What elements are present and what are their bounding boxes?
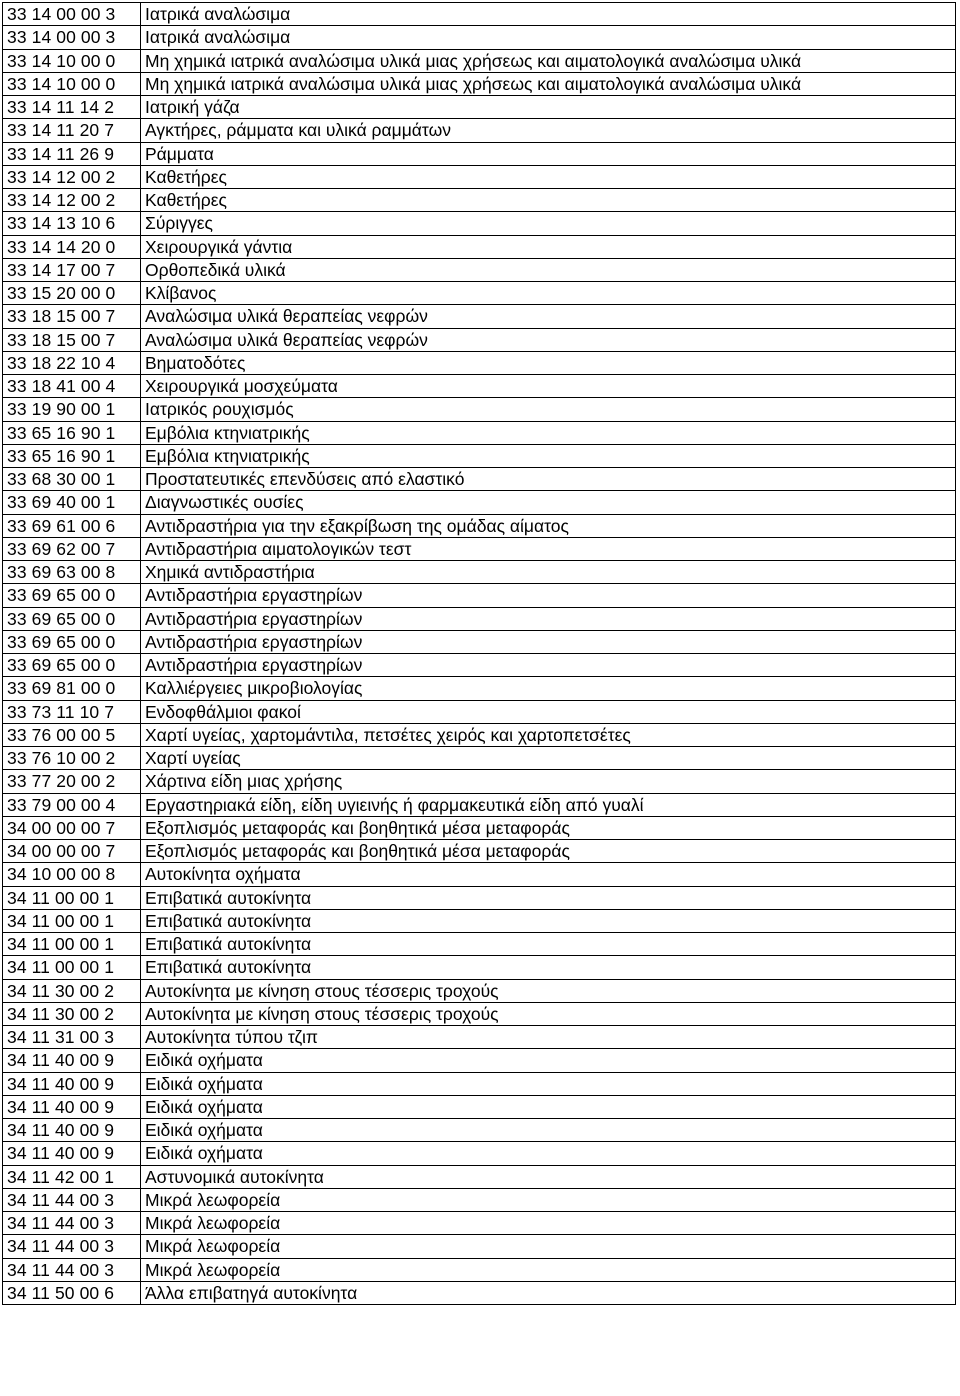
cpv-code-cell: 33 69 63 00 8	[3, 561, 141, 584]
description-cell: Προστατευτικές επενδύσεις από ελαστικό	[141, 468, 956, 491]
description-cell: Αναλώσιμα υλικά θεραπείας νεφρών	[141, 305, 956, 328]
description-cell: Μικρά λεωφορεία	[141, 1235, 956, 1258]
description-cell: Αναλώσιμα υλικά θεραπείας νεφρών	[141, 328, 956, 351]
cpv-code-cell: 34 11 40 00 9	[3, 1142, 141, 1165]
cpv-code-cell: 33 14 11 20 7	[3, 119, 141, 142]
description-cell: Επιβατικά αυτοκίνητα	[141, 909, 956, 932]
description-cell: Αυτοκίνητα τύπου τζιπ	[141, 1026, 956, 1049]
cpv-code-cell: 34 11 00 00 1	[3, 886, 141, 909]
description-cell: Αυτοκίνητα με κίνηση στους τέσσερις τροχούς	[141, 979, 956, 1002]
table-row	[3, 96, 956, 119]
description-cell: Καλλιέργειες μικροβιολογίας	[141, 677, 956, 700]
description-cell: Ειδικά οχήματα	[141, 1119, 956, 1142]
table-row	[3, 584, 956, 607]
cpv-code-cell: 34 11 00 00 1	[3, 933, 141, 956]
description-cell: Μικρά λεωφορεία	[141, 1188, 956, 1211]
table-row	[3, 1095, 956, 1118]
cpv-code-cell: 33 69 65 00 0	[3, 654, 141, 677]
description-cell: Ιατρική γάζα	[141, 96, 956, 119]
cpv-code-cell: 34 11 40 00 9	[3, 1072, 141, 1095]
cpv-code-cell: 34 11 40 00 9	[3, 1049, 141, 1072]
description-cell: Χημικά αντιδραστήρια	[141, 561, 956, 584]
description-cell: Ράμματα	[141, 142, 956, 165]
description-cell: Ειδικά οχήματα	[141, 1072, 956, 1095]
table-row	[3, 1142, 956, 1165]
description-cell: Αγκτήρες, ράμματα και υλικά ραμμάτων	[141, 119, 956, 142]
table-row	[3, 747, 956, 770]
table-row	[3, 654, 956, 677]
description-cell: Ειδικά οχήματα	[141, 1142, 956, 1165]
cpv-code-cell: 33 69 61 00 6	[3, 514, 141, 537]
table-row	[3, 212, 956, 235]
cpv-code-cell: 33 73 11 10 7	[3, 700, 141, 723]
cpv-code-cell: 33 69 65 00 0	[3, 607, 141, 630]
cpv-code-cell: 33 14 00 00 3	[3, 3, 141, 26]
description-cell: Χαρτί υγείας	[141, 747, 956, 770]
description-cell: Εμβόλια κτηνιατρικής	[141, 421, 956, 444]
cpv-code-cell: 33 18 15 00 7	[3, 305, 141, 328]
table-row	[3, 468, 956, 491]
table-row	[3, 607, 956, 630]
description-cell: Ιατρικά αναλώσιμα	[141, 3, 956, 26]
cpv-code-cell: 33 18 15 00 7	[3, 328, 141, 351]
table-row	[3, 351, 956, 374]
description-cell: Αντιδραστήρια εργαστηρίων	[141, 630, 956, 653]
description-cell: Ιατρικά αναλώσιμα	[141, 26, 956, 49]
table-row	[3, 1188, 956, 1211]
description-cell: Μη χημικά ιατρικά αναλώσιμα υλικά μιας χρήσεως και αιματολογικά αναλώσιμα υλικά	[141, 49, 956, 72]
table-row	[3, 49, 956, 72]
cpv-code-cell: 33 14 17 00 7	[3, 258, 141, 281]
cpv-code-cell: 33 79 00 00 4	[3, 793, 141, 816]
table-row	[3, 189, 956, 212]
table-row	[3, 770, 956, 793]
description-cell: Επιβατικά αυτοκίνητα	[141, 886, 956, 909]
table-row	[3, 723, 956, 746]
cpv-code-cell: 33 14 13 10 6	[3, 212, 141, 235]
description-cell: Χάρτινα είδη μιας χρήσης	[141, 770, 956, 793]
cpv-code-cell: 33 69 81 00 0	[3, 677, 141, 700]
cpv-code-cell: 34 11 40 00 9	[3, 1119, 141, 1142]
table-row	[3, 909, 956, 932]
description-cell: Ειδικά οχήματα	[141, 1095, 956, 1118]
table-row	[3, 142, 956, 165]
description-cell: Αντιδραστήρια εργαστηρίων	[141, 607, 956, 630]
cpv-code-cell: 33 69 62 00 7	[3, 537, 141, 560]
cpv-code-cell: 33 77 20 00 2	[3, 770, 141, 793]
description-cell: Μικρά λεωφορεία	[141, 1258, 956, 1281]
table-row	[3, 700, 956, 723]
cpv-code-cell: 33 14 00 00 3	[3, 26, 141, 49]
table-row	[3, 282, 956, 305]
table-row	[3, 677, 956, 700]
table-row	[3, 816, 956, 839]
table-row	[3, 1049, 956, 1072]
table-row	[3, 328, 956, 351]
cpv-code-cell: 33 14 12 00 2	[3, 189, 141, 212]
table-row	[3, 1026, 956, 1049]
description-cell: Σύριγγες	[141, 212, 956, 235]
description-cell: Ειδικά οχήματα	[141, 1049, 956, 1072]
table-row	[3, 514, 956, 537]
table-row	[3, 1072, 956, 1095]
cpv-code-cell: 33 14 12 00 2	[3, 165, 141, 188]
cpv-code-cell: 34 11 30 00 2	[3, 1002, 141, 1025]
cpv-code-cell: 33 65 16 90 1	[3, 421, 141, 444]
description-cell: Ορθοπεδικά υλικά	[141, 258, 956, 281]
description-cell: Εξοπλισμός μεταφοράς και βοηθητικά μέσα μεταφοράς	[141, 840, 956, 863]
table-row	[3, 421, 956, 444]
table-row	[3, 1258, 956, 1281]
cpv-code-cell: 33 14 10 00 0	[3, 72, 141, 95]
cpv-code-cell: 34 11 31 00 3	[3, 1026, 141, 1049]
table-row	[3, 1165, 956, 1188]
cpv-code-cell: 33 18 22 10 4	[3, 351, 141, 374]
cpv-code-cell: 34 00 00 00 7	[3, 840, 141, 863]
description-cell: Αυτοκίνητα οχήματα	[141, 863, 956, 886]
description-cell: Αυτοκίνητα με κίνηση στους τέσσερις τροχούς	[141, 1002, 956, 1025]
description-cell: Χειρουργικά γάντια	[141, 235, 956, 258]
table-row	[3, 1119, 956, 1142]
table-row	[3, 3, 956, 26]
cpv-code-cell: 33 68 30 00 1	[3, 468, 141, 491]
table-row	[3, 26, 956, 49]
cpv-code-cell: 34 11 44 00 3	[3, 1258, 141, 1281]
cpv-code-cell: 33 14 10 00 0	[3, 49, 141, 72]
cpv-code-cell: 33 14 11 14 2	[3, 96, 141, 119]
cpv-code-cell: 34 11 00 00 1	[3, 909, 141, 932]
table-row	[3, 537, 956, 560]
cpv-code-cell: 34 00 00 00 7	[3, 816, 141, 839]
cpv-code-cell: 33 69 65 00 0	[3, 630, 141, 653]
cpv-code-cell: 34 11 40 00 9	[3, 1095, 141, 1118]
cpv-code-table	[2, 2, 956, 1305]
cpv-code-cell: 34 11 42 00 1	[3, 1165, 141, 1188]
description-cell: Κλίβανος	[141, 282, 956, 305]
description-cell: Ενδοφθάλμιοι φακοί	[141, 700, 956, 723]
cpv-code-cell: 34 11 44 00 3	[3, 1188, 141, 1211]
table-row	[3, 1235, 956, 1258]
table-row	[3, 1212, 956, 1235]
table-row	[3, 258, 956, 281]
table-row	[3, 840, 956, 863]
description-cell: Εργαστηριακά είδη, είδη υγιεινής ή φαρμακευτικά είδη από γυαλί	[141, 793, 956, 816]
cpv-code-cell: 33 69 40 00 1	[3, 491, 141, 514]
table-row	[3, 119, 956, 142]
cpv-code-cell: 33 18 41 00 4	[3, 375, 141, 398]
table-row	[3, 979, 956, 1002]
table-row	[3, 491, 956, 514]
description-cell: Ιατρικός ρουχισμός	[141, 398, 956, 421]
description-cell: Χειρουργικά μοσχεύματα	[141, 375, 956, 398]
description-cell: Εμβόλια κτηνιατρικής	[141, 444, 956, 467]
cpv-code-cell: 33 76 00 00 5	[3, 723, 141, 746]
table-row	[3, 72, 956, 95]
table-row	[3, 956, 956, 979]
table-row	[3, 1281, 956, 1304]
description-cell: Καθετήρες	[141, 189, 956, 212]
cpv-code-cell: 34 11 44 00 3	[3, 1235, 141, 1258]
description-cell: Αντιδραστήρια εργαστηρίων	[141, 654, 956, 677]
table-row	[3, 165, 956, 188]
table-row	[3, 375, 956, 398]
description-cell: Καθετήρες	[141, 165, 956, 188]
description-cell: Αστυνομικά αυτοκίνητα	[141, 1165, 956, 1188]
cpv-code-cell: 33 15 20 00 0	[3, 282, 141, 305]
description-cell: Αντιδραστήρια εργαστηρίων	[141, 584, 956, 607]
description-cell: Επιβατικά αυτοκίνητα	[141, 933, 956, 956]
cpv-code-cell: 33 69 65 00 0	[3, 584, 141, 607]
table-row	[3, 235, 956, 258]
table-row	[3, 1002, 956, 1025]
description-cell: Διαγνωστικές ουσίες	[141, 491, 956, 514]
table-row	[3, 933, 956, 956]
description-cell: Βηματοδότες	[141, 351, 956, 374]
cpv-code-cell: 33 14 14 20 0	[3, 235, 141, 258]
description-cell: Μικρά λεωφορεία	[141, 1212, 956, 1235]
table-row	[3, 886, 956, 909]
table-row	[3, 793, 956, 816]
table-row	[3, 630, 956, 653]
cpv-code-cell: 34 11 50 00 6	[3, 1281, 141, 1304]
cpv-code-cell: 33 65 16 90 1	[3, 444, 141, 467]
description-cell: Χαρτί υγείας, χαρτομάντιλα, πετσέτες χειρός και χαρτοπετσέτες	[141, 723, 956, 746]
description-cell: Αντιδραστήρια αιματολογικών τεστ	[141, 537, 956, 560]
table-row	[3, 444, 956, 467]
cpv-code-cell: 33 19 90 00 1	[3, 398, 141, 421]
description-cell: Επιβατικά αυτοκίνητα	[141, 956, 956, 979]
cpv-code-cell: 34 11 30 00 2	[3, 979, 141, 1002]
cpv-code-cell: 34 10 00 00 8	[3, 863, 141, 886]
table-row	[3, 305, 956, 328]
table-row	[3, 561, 956, 584]
description-cell: Εξοπλισμός μεταφοράς και βοηθητικά μέσα μεταφοράς	[141, 816, 956, 839]
table-row	[3, 863, 956, 886]
table-row	[3, 398, 956, 421]
cpv-code-cell: 33 14 11 26 9	[3, 142, 141, 165]
cpv-code-cell: 33 76 10 00 2	[3, 747, 141, 770]
cpv-table-body	[3, 3, 956, 1305]
description-cell: Άλλα επιβατηγά αυτοκίνητα	[141, 1281, 956, 1304]
description-cell: Αντιδραστήρια για την εξακρίβωση της ομάδας αίματος	[141, 514, 956, 537]
description-cell: Μη χημικά ιατρικά αναλώσιμα υλικά μιας χρήσεως και αιματολογικά αναλώσιμα υλικά	[141, 72, 956, 95]
cpv-code-cell: 34 11 00 00 1	[3, 956, 141, 979]
cpv-code-cell: 34 11 44 00 3	[3, 1212, 141, 1235]
